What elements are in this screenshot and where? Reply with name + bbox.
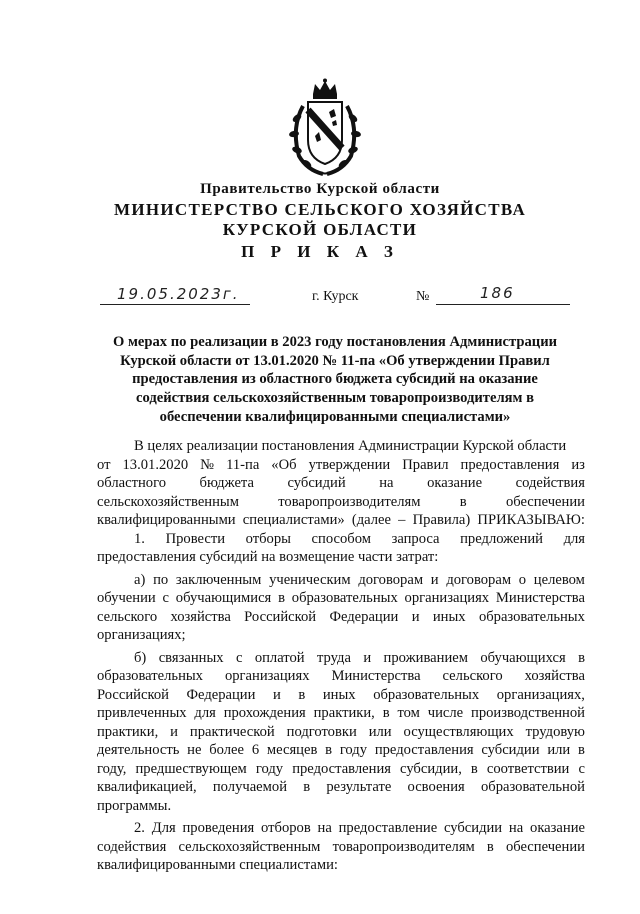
word: с: [578, 760, 585, 777]
body-line: квалифицированными специалистами:: [97, 857, 338, 873]
number-label: №: [416, 289, 430, 304]
word: хозяйства: [524, 668, 585, 684]
word: обучении: [97, 590, 156, 606]
word: целевом: [533, 571, 585, 588]
word: товаропроизводителям: [278, 493, 421, 510]
word: числе: [427, 705, 464, 721]
word: утверждении: [308, 456, 391, 473]
word: предоставления: [292, 760, 391, 777]
word: Российской: [244, 608, 317, 625]
word: проживанием: [383, 649, 468, 666]
word: из: [571, 456, 585, 473]
word: запроса: [391, 530, 440, 547]
word: областного: [97, 475, 166, 491]
word: иных: [322, 686, 356, 703]
word: отборы: [245, 530, 291, 547]
word: Федерации: [329, 608, 399, 625]
body-line: В целях реализации постановления Администрации Курской области: [134, 438, 567, 454]
title-line: Курской области от 13.01.2020 № 11-па «Об утверждении Правил: [120, 352, 550, 369]
word: и: [363, 649, 372, 666]
word: обучающихся: [480, 649, 566, 666]
date-number-line: [0, 284, 640, 314]
word: организациях,: [496, 686, 585, 703]
word: на: [508, 820, 524, 836]
word: оплатой: [254, 649, 305, 666]
word: отборов: [261, 820, 311, 836]
word: №: [200, 456, 215, 473]
body-line: [97, 456, 585, 475]
word: в: [298, 686, 306, 703]
order-body: [97, 437, 585, 875]
body-line: [97, 760, 585, 779]
word: осуществляющих: [403, 723, 514, 740]
word: привлеченных: [97, 705, 187, 721]
word: бюджета: [199, 475, 254, 491]
body-line: [97, 474, 585, 493]
word: освоения: [407, 779, 465, 795]
body-line: [97, 608, 585, 627]
word: предложений: [460, 530, 543, 547]
word: обеспечении: [505, 838, 585, 855]
word: месяцев: [266, 742, 318, 758]
city-label: г. Курск: [312, 289, 359, 304]
word: получаемой: [212, 779, 288, 795]
word: 11-па: [226, 456, 260, 473]
word: для: [563, 530, 585, 547]
word: деятельность: [97, 742, 180, 758]
word: сельского: [442, 668, 503, 684]
word: образовательных: [478, 608, 585, 625]
word: с: [162, 590, 169, 606]
word: с: [235, 649, 243, 666]
word: субсидии: [481, 742, 540, 758]
word: подготовки: [286, 723, 357, 740]
order-title: [90, 333, 580, 427]
word: и: [411, 608, 420, 625]
word: 13.01.2020: [122, 456, 189, 473]
ministry-name-line2: КУРСКОЙ ОБЛАСТИ: [222, 220, 418, 239]
word: Российской: [97, 686, 169, 703]
word: или: [547, 742, 571, 758]
word: Федерации: [186, 686, 256, 703]
word: в: [578, 649, 585, 666]
word: Правил: [402, 456, 449, 473]
word: субсидии,: [400, 760, 462, 777]
word: договорам: [358, 571, 424, 588]
word: результате: [326, 779, 392, 795]
word: договорам: [446, 571, 512, 588]
word: –: [398, 512, 406, 528]
body-line: программы.: [97, 797, 172, 814]
body-line: [97, 704, 585, 723]
body-line: [97, 530, 585, 549]
title-line: предоставления из областного бюджета субсидий на оказание: [132, 371, 538, 388]
word: на: [379, 475, 394, 491]
word: хозяйства: [170, 608, 231, 625]
word: и: [430, 571, 439, 588]
word: и: [170, 723, 178, 740]
word: связанных: [158, 649, 224, 666]
word: сельского: [97, 608, 158, 625]
word: на: [317, 820, 332, 836]
word: для: [194, 705, 216, 721]
body-line: [97, 723, 585, 742]
word: практической: [189, 723, 275, 740]
body-line: [97, 741, 585, 760]
word: практики,: [313, 705, 375, 721]
title-line: О мерах по реализации в 2023 году постановления Администрации: [112, 334, 558, 350]
word: иных: [432, 608, 466, 625]
body-line: организациях;: [97, 627, 186, 643]
word: оказание: [530, 820, 585, 836]
word: обучающимися: [175, 590, 272, 606]
word: в: [325, 742, 333, 758]
word: и: [273, 686, 281, 703]
number-underline: [436, 304, 570, 305]
word: 1.: [134, 530, 145, 547]
word: труда: [316, 649, 351, 666]
word: практики,: [97, 723, 159, 740]
body-line: [97, 778, 585, 797]
word: субсидии: [443, 820, 503, 836]
word: образовательных: [97, 668, 203, 684]
word: году: [339, 742, 368, 758]
word: образовательной: [480, 779, 585, 795]
title-line: содействия сельскохозяйственным товаропроизводителям в: [135, 390, 535, 407]
word: трудовую: [525, 723, 585, 740]
word: в: [303, 779, 311, 795]
word: предоставления: [460, 456, 560, 473]
title-line: обеспечении квалифицированными специалистами»: [159, 408, 511, 425]
document-type: П Р И К А З: [241, 242, 399, 261]
word: в: [459, 493, 467, 510]
word: ПРИКАЗЫВАЮ:: [477, 512, 585, 528]
word: соответствии: [486, 760, 570, 777]
word: от: [97, 456, 111, 473]
word: или: [368, 723, 392, 740]
word: сельскохозяйственным: [97, 493, 239, 510]
word: Провести: [165, 530, 226, 547]
word: 2.: [134, 820, 145, 836]
word: прохождения: [223, 705, 306, 721]
word: Правила): [412, 512, 471, 528]
word: способом: [311, 530, 371, 547]
word: квалифицированными: [97, 512, 236, 528]
word: Для: [151, 820, 176, 836]
word: Министерства: [495, 590, 585, 606]
word: специалистами»: [242, 512, 345, 528]
body-line: [97, 571, 585, 590]
word: а): [134, 571, 146, 588]
word: образовательных: [291, 590, 398, 606]
word: обеспечении: [505, 493, 585, 510]
word: предоставления: [374, 742, 474, 758]
word: в: [382, 705, 390, 721]
word: в: [578, 742, 585, 758]
word: проведения: [182, 820, 255, 836]
government-name: Правительство Курской области: [200, 181, 440, 197]
body-line: [97, 838, 585, 857]
ministry-name-line1: МИНИСТЕРСТВО СЕЛЬСКОГО ХОЗЯЙСТВА: [113, 200, 527, 219]
word: организациях: [404, 590, 490, 606]
word: содействия: [515, 475, 585, 491]
body-line: [97, 686, 585, 705]
word: не: [187, 742, 202, 758]
body-line: [97, 511, 585, 530]
word: квалификацией,: [97, 779, 197, 795]
body-line: [97, 493, 585, 512]
word: субсидий: [287, 475, 346, 491]
word: о: [518, 571, 527, 588]
word: предшествующем: [135, 760, 247, 777]
word: 6: [251, 742, 260, 758]
word: ученическим: [269, 571, 351, 588]
coat-of-arms-emblem: [285, 78, 365, 178]
word: Министерства: [331, 668, 421, 684]
handwritten-date: 19.05.2023г.: [117, 285, 240, 303]
word: б): [134, 649, 147, 666]
body-line: предоставления субсидий на возмещение части затрат:: [97, 549, 439, 565]
word: товаропроизводителям: [332, 838, 475, 855]
word: организациях: [224, 668, 310, 684]
word: по: [153, 571, 169, 588]
word: (далее: [351, 512, 392, 528]
word: году,: [97, 760, 127, 777]
body-line: [97, 819, 585, 838]
word: в: [278, 590, 285, 606]
word: более: [209, 742, 245, 758]
word: производственной: [471, 705, 585, 721]
word: в: [486, 838, 494, 855]
word: в: [470, 760, 478, 777]
word: предоставление: [338, 820, 438, 836]
word: заключенным: [175, 571, 262, 588]
body-line: [97, 667, 585, 686]
word: «Об: [271, 456, 297, 473]
date-underline: [100, 304, 250, 305]
word: образовательных: [373, 686, 480, 703]
body-line: [97, 649, 585, 668]
word: содействия: [97, 838, 167, 855]
word: сельскохозяйственным: [178, 838, 321, 855]
word: оказание: [427, 475, 483, 491]
word: том: [397, 705, 420, 721]
body-line: [97, 589, 585, 608]
word: году: [255, 760, 284, 777]
handwritten-number: 186: [480, 284, 515, 302]
